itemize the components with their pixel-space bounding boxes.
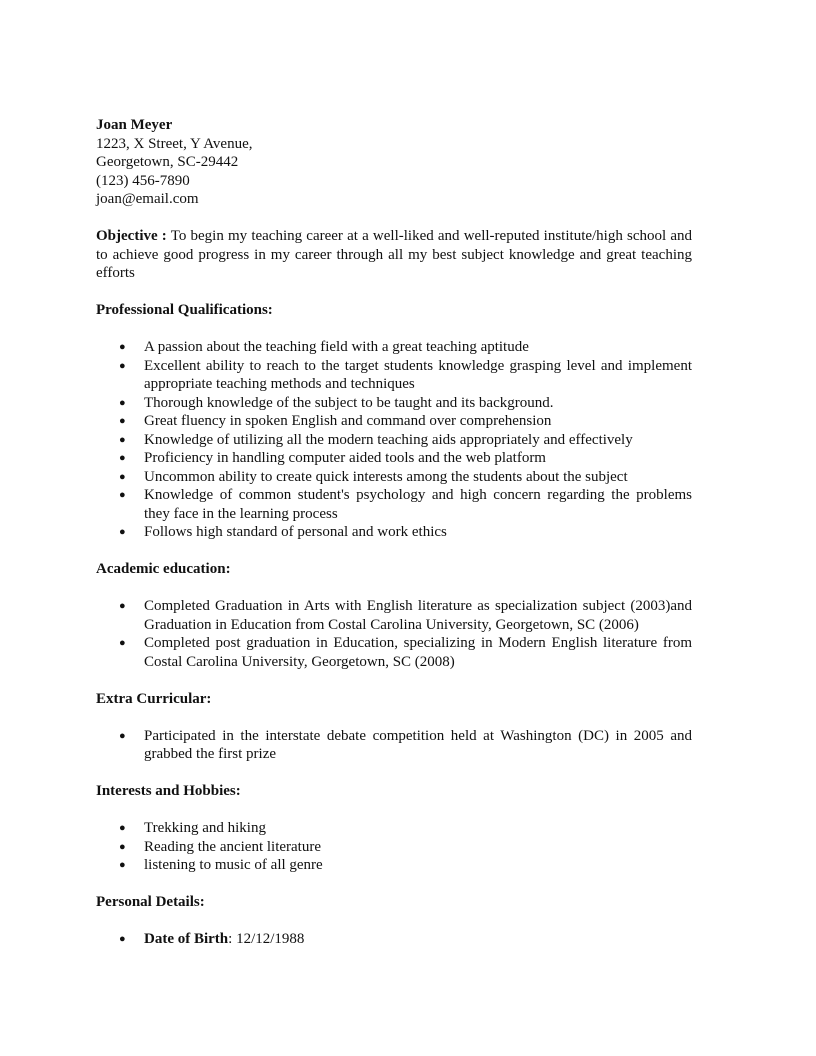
- list-item-text: Knowledge of common student's psychology and high concern regarding the problems they face in the learning process: [144, 487, 692, 522]
- list-item: [96, 357, 692, 394]
- address-line-1: 1223, X Street, Y Avenue,: [96, 135, 253, 152]
- list-item: [96, 394, 692, 413]
- list-item: [96, 486, 692, 523]
- objective-label: Objective :: [96, 228, 167, 244]
- objective-text: To begin my teaching career at a well-liked and well-reputed institute/high school and to achieve good progress in my career through all my best subject knowledge and great teaching efforts: [96, 228, 693, 281]
- hobbies-heading: Interests and Hobbies:: [96, 783, 241, 799]
- bullet-icon: ●: [119, 470, 126, 483]
- extra-curricular-list: [96, 727, 692, 764]
- dob-label: Date of Birth: [144, 931, 229, 947]
- bullet-icon: ●: [119, 526, 126, 538]
- list-item: [96, 727, 692, 764]
- bullet-icon: ●: [119, 859, 126, 871]
- list-item: [96, 597, 692, 634]
- list-item-text: A passion about the teaching field with a great teaching aptitude: [144, 339, 529, 355]
- list-item-text: Completed post graduation in Education, specializing in Modern English literature from Costal Carolina University, Georgetown, SC (2008): [144, 635, 692, 670]
- bullet-icon: ●: [119, 840, 126, 853]
- list-item-text: Thorough knowledge of the subject to be taught and its background.: [144, 394, 554, 411]
- list-item-text: Trekking and hiking: [144, 820, 266, 836]
- list-item-date-of-birth: [96, 930, 692, 949]
- list-item-text: Proficiency in handling computer aided tools and the web platform: [144, 450, 546, 466]
- list-item-text: Great fluency in spoken English and command over comprehension: [144, 413, 552, 429]
- bullet-icon: ●: [119, 359, 126, 372]
- phone-number: (123) 456-7890: [96, 172, 190, 189]
- list-item: [96, 634, 692, 671]
- personal-details-heading: Personal Details:: [96, 894, 205, 910]
- bullet-icon: ●: [119, 452, 126, 464]
- list-item-text: listening to music of all genre: [144, 857, 323, 873]
- bullet-icon: ●: [119, 600, 126, 612]
- bullet-icon: ●: [119, 415, 126, 427]
- address-line-2: Georgetown, SC-29442: [96, 154, 239, 170]
- qualifications-list: [96, 338, 692, 542]
- bullet-icon: ●: [119, 396, 126, 409]
- list-item-text: Follows high standard of personal and work ethics: [144, 524, 447, 540]
- dob-value: : 12/12/1988: [228, 931, 305, 947]
- bullet-icon: ●: [119, 341, 126, 353]
- list-item-text: Completed Graduation in Arts with English literature as specialization subject (2003)and Graduation in Education from Costal Carolina University, Georgetown, SC (2006): [144, 598, 692, 633]
- list-item: [96, 523, 692, 542]
- list-item: [96, 412, 692, 431]
- bullet-icon: ●: [119, 729, 126, 742]
- list-item-text: Uncommon ability to create quick interests among the students about the subject: [144, 468, 628, 485]
- candidate-name: Joan Meyer: [96, 117, 173, 133]
- list-item-text: Reading the ancient literature: [144, 838, 322, 855]
- bullet-icon: ●: [119, 637, 126, 649]
- bullet-icon: ●: [119, 489, 126, 501]
- list-item-text: Knowledge of utilizing all the modern teaching aids appropriately and effectively: [144, 431, 633, 448]
- list-item-text: Excellent ability to reach to the target students knowledge grasping level and implement appropriate teaching methods and techniques: [144, 357, 692, 392]
- list-item: [96, 449, 692, 468]
- resume-page: [96, 116, 692, 949]
- education-list: [96, 597, 692, 671]
- list-item: [96, 838, 692, 857]
- bullet-icon: ●: [119, 822, 126, 834]
- education-heading: Academic education:: [96, 561, 231, 577]
- list-item: [96, 431, 692, 450]
- email-address: joan@email.com: [96, 191, 199, 207]
- list-item-text: Participated in the interstate debate competition held at Washington (DC) in 2005 and grabbed the first prize: [144, 727, 692, 762]
- contact-block: [96, 116, 692, 209]
- bullet-icon: ●: [119, 933, 126, 945]
- list-item: [96, 338, 692, 357]
- bullet-icon: ●: [119, 433, 126, 446]
- extra-curricular-heading: Extra Curricular:: [96, 690, 212, 707]
- objective-paragraph: [96, 227, 692, 283]
- list-item: [96, 468, 692, 487]
- list-item: [96, 856, 692, 875]
- hobbies-list: [96, 819, 692, 875]
- personal-details-list: [96, 930, 692, 949]
- qualifications-heading: Professional Qualifications:: [96, 302, 273, 318]
- list-item: [96, 819, 692, 838]
